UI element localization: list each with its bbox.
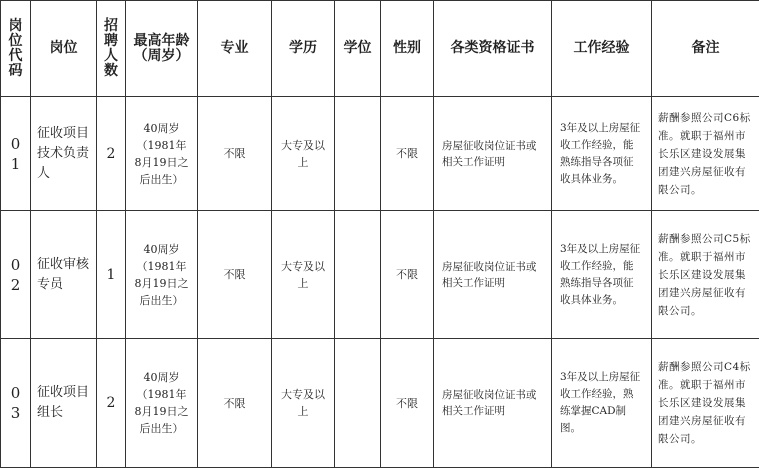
table-row <box>1 211 759 339</box>
cell-degree <box>335 339 381 468</box>
cell-degree <box>335 97 381 211</box>
cell-education: 大专及以上 <box>272 97 335 211</box>
cell-age: 40周岁（1981年8月19日之后出生） <box>126 97 198 211</box>
cell-major: 不限 <box>198 97 272 211</box>
cell-gender: 不限 <box>381 211 434 339</box>
header-major: 专业 <box>198 1 272 97</box>
header-code: 岗位代码 <box>1 1 31 97</box>
cell-remarks: 薪酬参照公司C4标准。就职于福州市长乐区建设发展集团建兴房屋征收有限公司。 <box>652 339 759 468</box>
cell-education: 大专及以上 <box>272 211 335 339</box>
cell-remarks: 薪酬参照公司C5标准。就职于福州市长乐区建设发展集团建兴房屋征收有限公司。 <box>652 211 759 339</box>
cell-position: 征收项目组长 <box>31 339 97 468</box>
cell-certificates: 房屋征收岗位证书或相关工作证明 <box>434 339 552 468</box>
table-row <box>1 97 759 211</box>
cell-code <box>1 339 31 468</box>
header-age: 最高年龄（周岁） <box>126 1 198 97</box>
cell-degree <box>335 211 381 339</box>
cell-code <box>1 97 31 211</box>
code-digit: 1 <box>5 154 26 174</box>
code-digit: 3 <box>5 403 26 423</box>
header-certificates: 各类资格证书 <box>434 1 552 97</box>
cell-education: 大专及以上 <box>272 339 335 468</box>
cell-code <box>1 211 31 339</box>
table-row <box>1 339 759 468</box>
code-digit: 0 <box>5 383 26 403</box>
header-remarks: 备注 <box>652 1 759 97</box>
cell-certificates: 房屋征收岗位证书或相关工作证明 <box>434 211 552 339</box>
cell-major: 不限 <box>198 211 272 339</box>
header-experience: 工作经验 <box>552 1 652 97</box>
cell-experience: 3年及以上房屋征收工作经验，能熟练指导各项征收具体业务。 <box>552 97 652 211</box>
code-digit: 0 <box>5 134 26 154</box>
cell-certificates: 房屋征收岗位证书或相关工作证明 <box>434 97 552 211</box>
header-row <box>1 1 759 97</box>
cell-experience: 3年及以上房屋征收工作经验，熟练掌握CAD制图。 <box>552 339 652 468</box>
code-digit: 2 <box>5 275 26 295</box>
cell-gender: 不限 <box>381 339 434 468</box>
cell-count: 2 <box>97 97 126 211</box>
cell-experience: 3年及以上房屋征收工作经验，能熟练指导各项征收具体业务。 <box>552 211 652 339</box>
cell-count: 2 <box>97 339 126 468</box>
code-digit: 0 <box>5 255 26 275</box>
cell-remarks: 薪酬参照公司C6标准。就职于福州市长乐区建设发展集团建兴房屋征收有限公司。 <box>652 97 759 211</box>
cell-gender: 不限 <box>381 97 434 211</box>
cell-age: 40周岁（1981年8月19日之后出生） <box>126 339 198 468</box>
header-degree: 学位 <box>335 1 381 97</box>
header-gender: 性别 <box>381 1 434 97</box>
cell-count: 1 <box>97 211 126 339</box>
header-education: 学历 <box>272 1 335 97</box>
cell-position: 征收审核专员 <box>31 211 97 339</box>
cell-major: 不限 <box>198 339 272 468</box>
cell-position: 征收项目技术负责人 <box>31 97 97 211</box>
header-count: 招聘人数 <box>97 1 126 97</box>
cell-age: 40周岁（1981年8月19日之后出生） <box>126 211 198 339</box>
header-position: 岗位 <box>31 1 97 97</box>
